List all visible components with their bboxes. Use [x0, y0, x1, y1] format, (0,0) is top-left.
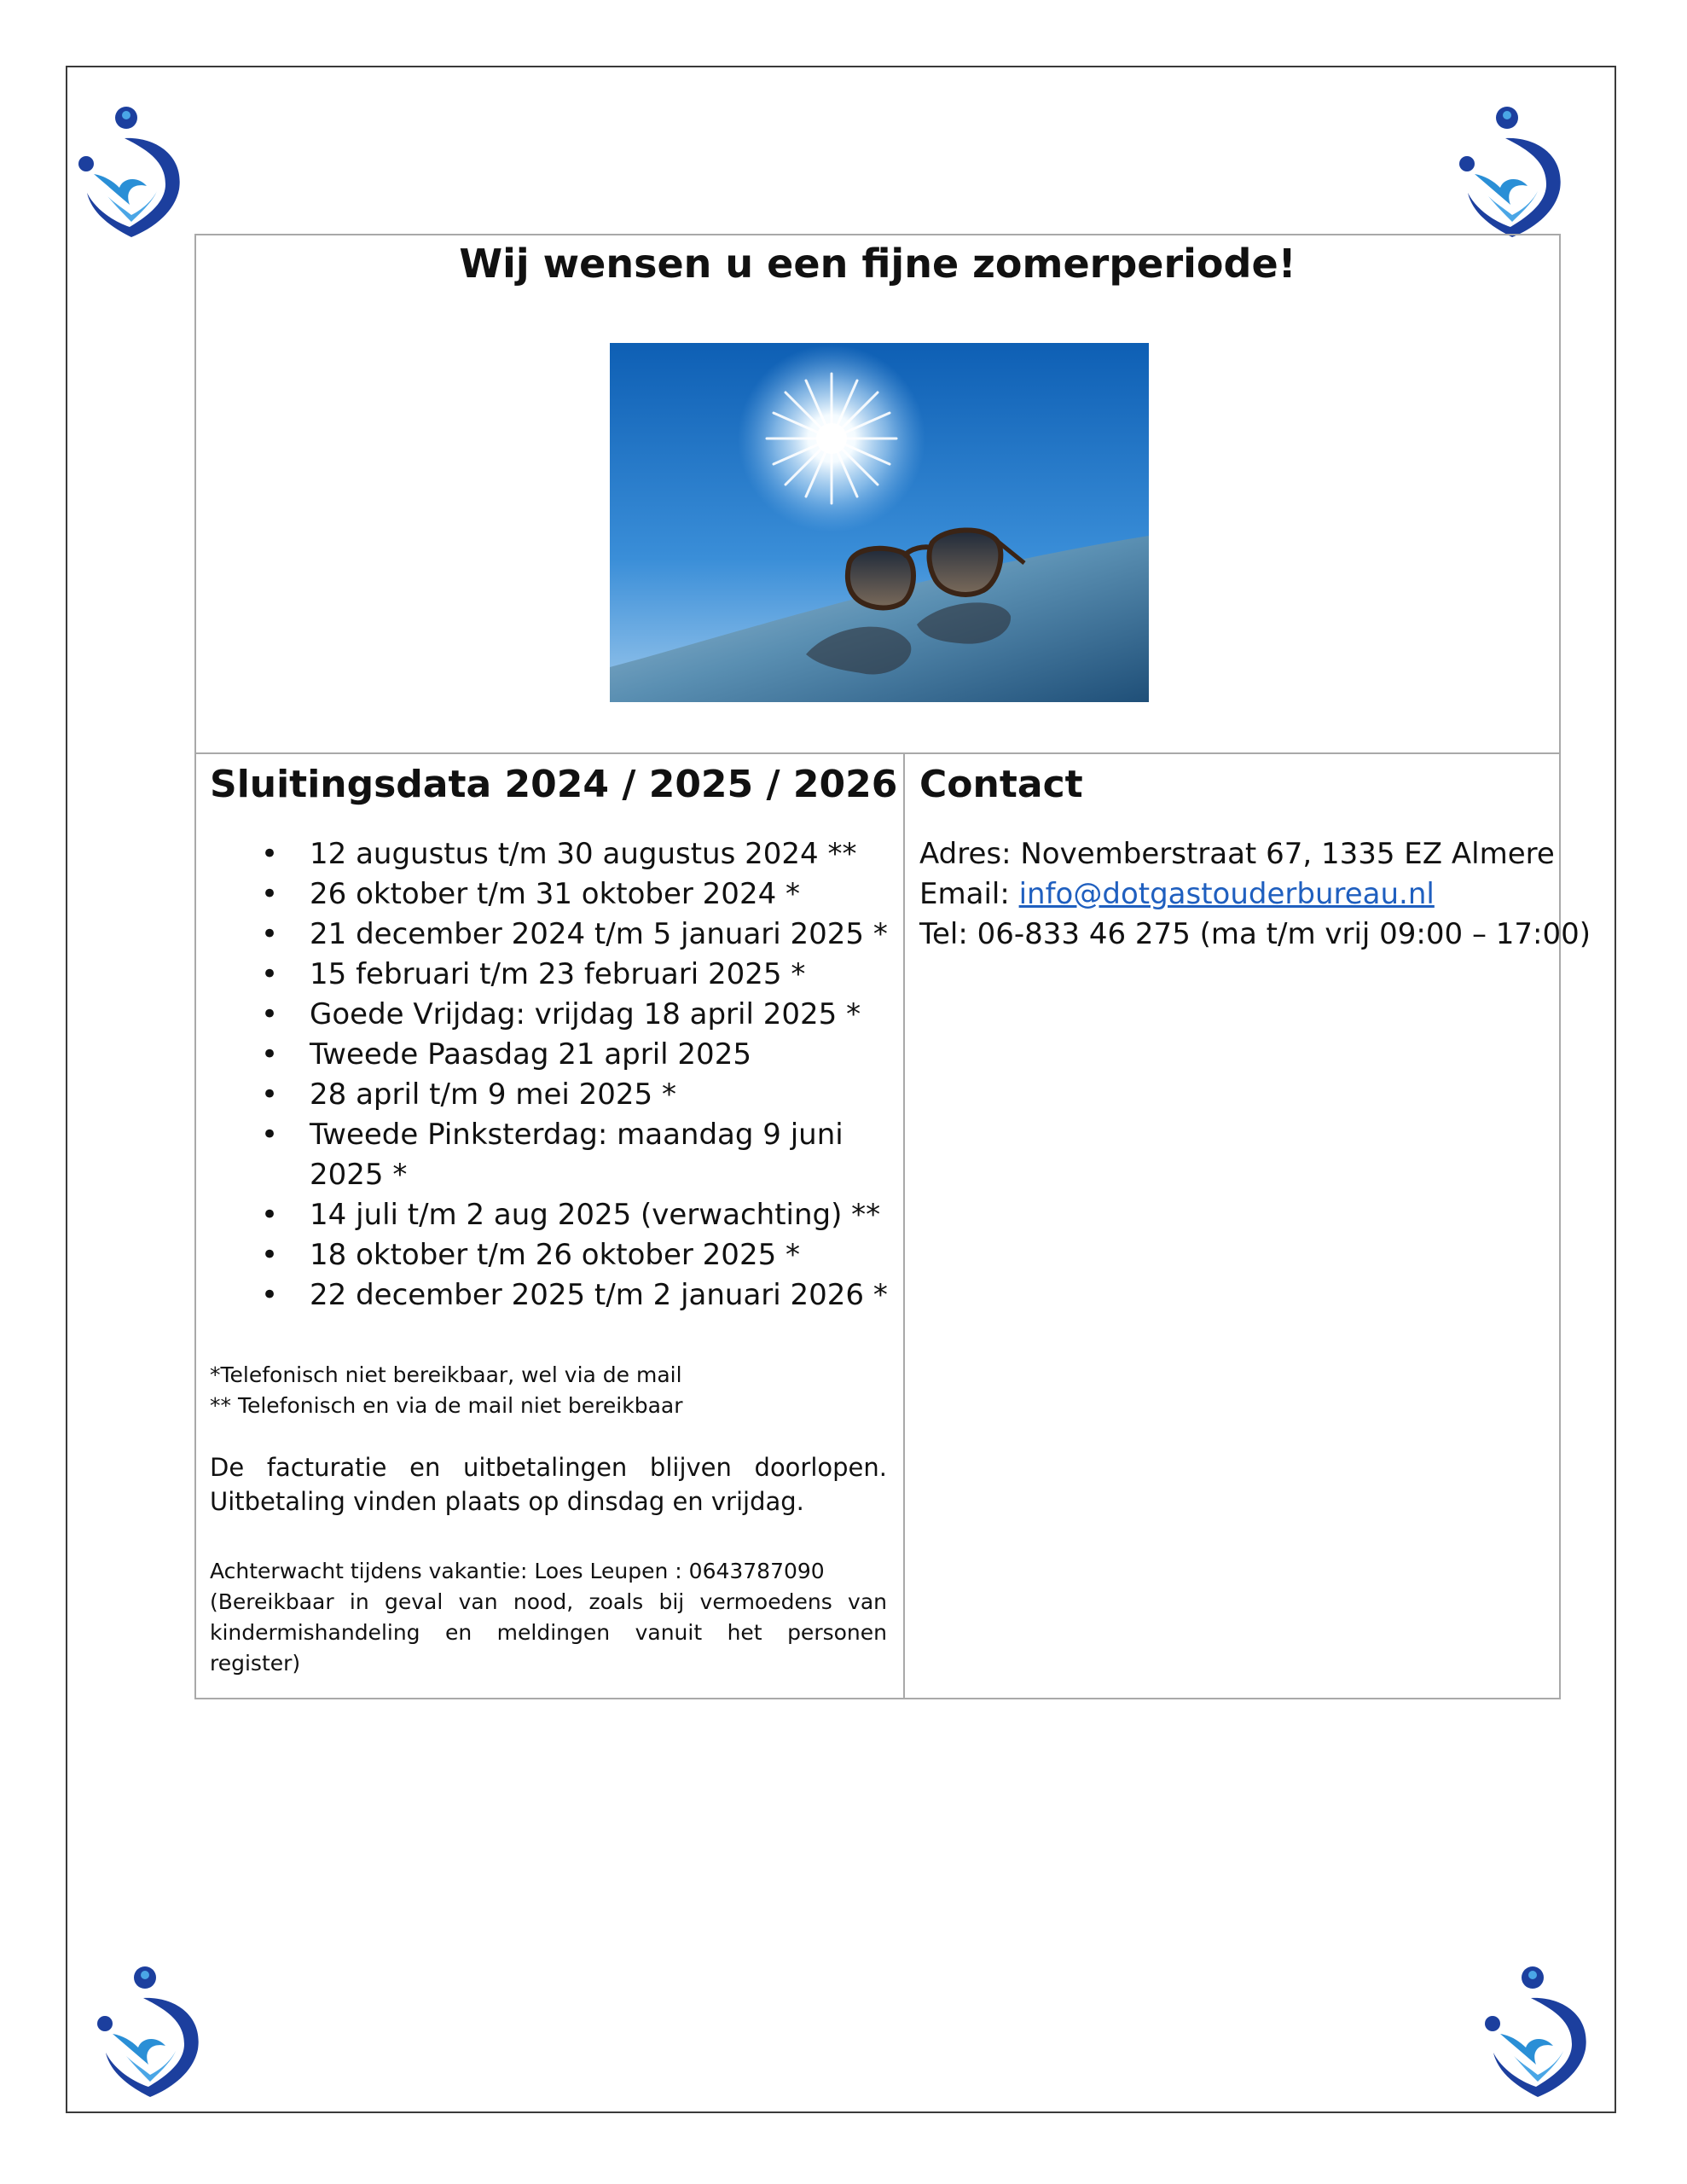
- contact-details: [919, 834, 1591, 955]
- note-double-asterisk: ** Telefonisch en via de mail niet bereikbaar: [210, 1393, 683, 1418]
- bullet-icon: •: [261, 1198, 279, 1232]
- email-label: Email:: [919, 877, 1019, 911]
- list-item: [210, 955, 889, 995]
- list-item-text: 28 april t/m 9 mei 2025 *: [310, 1077, 676, 1112]
- bullet-icon: •: [261, 1238, 279, 1272]
- legend-notes: [210, 1360, 683, 1421]
- bullet-icon: •: [261, 997, 279, 1031]
- heart-figure-logo-icon: [92, 1962, 208, 2099]
- contact-title: Contact: [919, 763, 1083, 806]
- list-item-text: Tweede Paasdag 21 april 2025: [310, 1037, 751, 1072]
- backup-contact: Achterwacht tijdens vakantie: Loes Leupen : 0643787090: [210, 1559, 825, 1583]
- bullet-icon: •: [261, 917, 279, 951]
- list-item: [210, 834, 889, 874]
- closing-dates-list: [210, 834, 889, 1316]
- heart-figure-logo-icon: [73, 102, 189, 239]
- heart-figure-logo-icon: [1480, 1962, 1596, 2099]
- page-title: Wij wensen u een fijne zomerperiode!: [459, 241, 1296, 287]
- bullet-icon: •: [261, 957, 279, 991]
- contact-email-line: [919, 874, 1591, 915]
- bullet-icon: •: [261, 1118, 279, 1152]
- backup-note: (Bereikbaar in geval van nood, zoals bij vermoedens van kindermishandeling en meldingen vanuit het personen register): [210, 1589, 887, 1676]
- list-item-text: Goede Vrijdag: vrijdag 18 april 2025 *: [310, 997, 861, 1031]
- list-item: [210, 1075, 889, 1115]
- note-single-asterisk: *Telefonisch niet bereikbaar, wel via de mail: [210, 1362, 682, 1387]
- list-item-text: 18 oktober t/m 26 oktober 2025 *: [310, 1238, 801, 1272]
- content-table: [194, 234, 1591, 1699]
- list-item: [210, 1035, 889, 1075]
- list-item: [210, 995, 889, 1035]
- list-item: [210, 1235, 889, 1275]
- billing-paragraph: De facturatie en uitbetalingen blijven doorlopen. Uitbetaling vinden plaats op dinsdag en vrijdag.: [210, 1453, 887, 1516]
- column-divider: [903, 752, 905, 1698]
- contact-phone: Tel: 06-833 46 275 (ma t/m vrij 09:00 – 17:00): [919, 917, 1591, 951]
- list-item-text: 26 oktober t/m 31 oktober 2024 *: [310, 877, 801, 911]
- list-item-text: 14 juli t/m 2 aug 2025 (verwachting) **: [310, 1198, 881, 1232]
- list-item-text: 15 februari t/m 23 februari 2025 *: [310, 957, 806, 991]
- list-item: [210, 1275, 889, 1316]
- list-item-text: 12 augustus t/m 30 augustus 2024 **: [310, 837, 857, 871]
- contact-address: Adres: Novemberstraat 67, 1335 EZ Almere: [919, 837, 1555, 871]
- heart-figure-logo-icon: [1454, 102, 1570, 239]
- list-item-text: Tweede Pinksterdag: maandag 9 juni: [310, 1118, 844, 1152]
- bullet-icon: •: [261, 1077, 279, 1112]
- list-item-text: 21 december 2024 t/m 5 januari 2025 *: [310, 917, 888, 951]
- email-link[interactable]: info@dotgastouderbureau.nl: [1018, 877, 1435, 911]
- list-item-text-continued: 2025 *: [310, 1158, 408, 1192]
- closing-dates-title: Sluitingsdata 2024 / 2025 / 2026: [210, 763, 898, 806]
- list-item: [210, 874, 889, 915]
- bullet-icon: •: [261, 877, 279, 911]
- bullet-icon: •: [261, 837, 279, 871]
- bullet-icon: •: [261, 1037, 279, 1072]
- row-divider: [196, 752, 1559, 754]
- sun-and-sunglasses-photo: [610, 343, 1149, 702]
- list-item: [210, 915, 889, 955]
- backup-contact-block: [210, 1556, 887, 1679]
- list-item-text: 22 december 2025 t/m 2 januari 2026 *: [310, 1278, 888, 1312]
- list-item: [210, 1195, 889, 1235]
- list-item: [210, 1115, 889, 1195]
- bullet-icon: •: [261, 1278, 279, 1312]
